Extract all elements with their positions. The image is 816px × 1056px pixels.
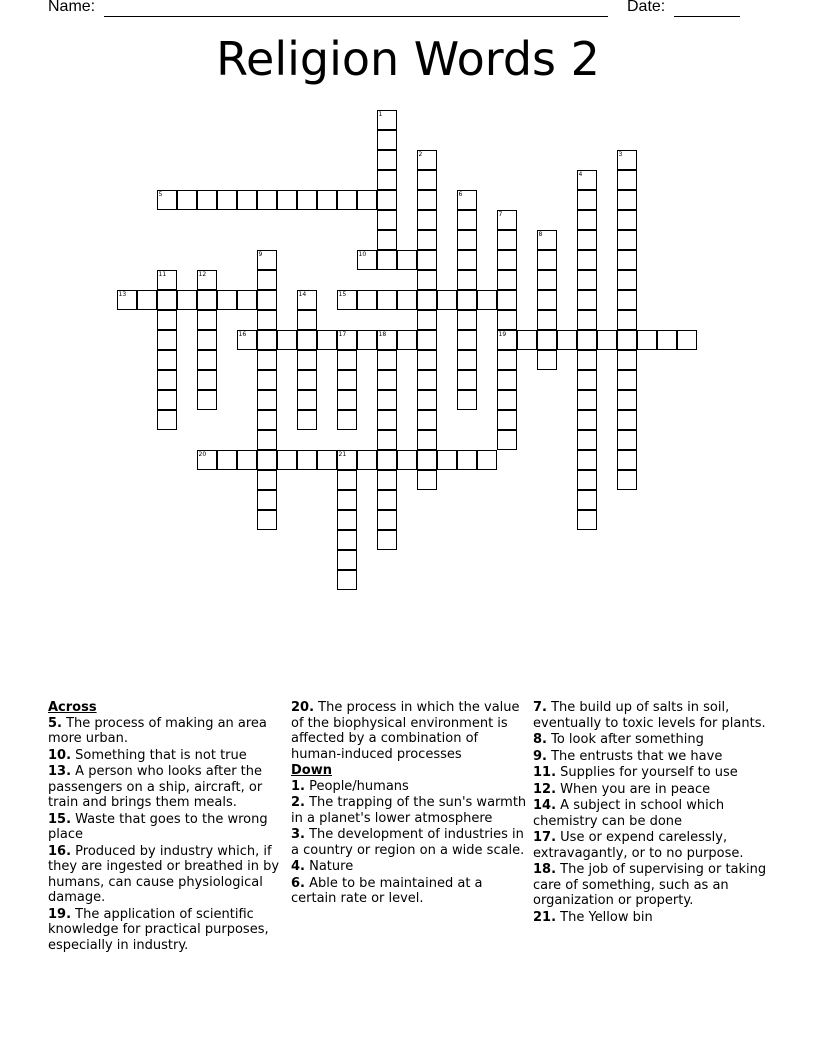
grid-cell[interactable] — [637, 330, 657, 350]
across-clue — [48, 844, 284, 906]
grid-cell[interactable] — [617, 350, 637, 370]
grid-cell[interactable] — [577, 250, 597, 270]
grid-cell[interactable] — [457, 250, 477, 270]
grid-cell[interactable] — [117, 290, 137, 310]
down-clue — [291, 827, 527, 858]
grid-cell[interactable] — [417, 330, 437, 350]
grid-cell[interactable] — [357, 250, 377, 270]
down-heading: Down — [291, 763, 332, 778]
clue-number: 18 — [378, 330, 387, 338]
clue-number: 8 — [538, 230, 543, 238]
clue-number: 20 — [198, 450, 207, 458]
grid-cell[interactable] — [617, 370, 637, 390]
grid-cell[interactable] — [617, 270, 637, 290]
grid-cell[interactable] — [337, 490, 357, 510]
grid-cell[interactable] — [457, 390, 477, 410]
clue-text: The process of making an area more urban. — [48, 715, 267, 746]
grid-cell[interactable] — [377, 530, 397, 550]
grid-cell[interactable] — [577, 210, 597, 230]
clue-text: Nature — [304, 859, 354, 874]
clue-text: The build up of salts in soil, eventually to toxic levels for plants. — [533, 700, 766, 731]
grid-cell[interactable] — [617, 450, 637, 470]
grid-cell[interactable] — [297, 190, 317, 210]
grid-cell[interactable] — [417, 410, 437, 430]
crossword-grid — [117, 110, 717, 610]
grid-cell[interactable] — [377, 210, 397, 230]
grid-cell[interactable] — [417, 190, 437, 210]
clues-column-3 — [533, 700, 769, 926]
grid-cell[interactable] — [417, 310, 437, 330]
grid-cell[interactable] — [377, 430, 397, 450]
grid-cell[interactable] — [497, 390, 517, 410]
grid-cell[interactable] — [397, 250, 417, 270]
grid-cell[interactable] — [337, 470, 357, 490]
clue-number: 2. — [291, 795, 305, 810]
clue-text: People/humans — [304, 778, 409, 794]
clue-text: Produced by industry which, if they are ingested or breathed in by humans, can cause physiological damage. — [48, 843, 280, 905]
clue-number: 1 — [378, 110, 383, 118]
clue-number: 3. — [291, 827, 305, 842]
clue-number: 16 — [238, 330, 247, 338]
grid-cell[interactable] — [217, 450, 237, 470]
clue-number: 19. — [48, 906, 72, 922]
grid-cell[interactable] — [197, 270, 217, 290]
grid-cell[interactable] — [357, 450, 377, 470]
down-clue — [533, 782, 769, 798]
grid-cell[interactable] — [397, 330, 417, 350]
clues-column-2 — [291, 700, 527, 908]
grid-cell[interactable] — [537, 270, 557, 290]
across-clue — [48, 764, 284, 811]
grid-cell[interactable] — [157, 330, 177, 350]
grid-cell[interactable] — [457, 210, 477, 230]
clue-number: 5. — [48, 715, 62, 731]
clue-number: 17 — [338, 330, 347, 338]
page-title: Religion Words 2 — [216, 32, 600, 86]
grid-cell[interactable] — [577, 490, 597, 510]
clue-text: Supplies for yourself to use — [556, 765, 738, 780]
clue-number: 7. — [533, 700, 547, 715]
grid-cell[interactable] — [297, 370, 317, 390]
grid-cell[interactable] — [417, 450, 437, 470]
grid-cell[interactable] — [337, 570, 357, 590]
grid-cell[interactable] — [457, 450, 477, 470]
grid-cell[interactable] — [277, 330, 297, 350]
clue-text: Something that is not true — [71, 747, 247, 763]
grid-cell[interactable] — [577, 510, 597, 530]
grid-cell[interactable] — [537, 230, 557, 250]
grid-cell[interactable] — [197, 390, 217, 410]
grid-cell[interactable] — [197, 190, 217, 210]
grid-cell[interactable] — [457, 350, 477, 370]
clue-number: 5 — [158, 190, 163, 198]
grid-cell[interactable] — [257, 430, 277, 450]
grid-cell[interactable] — [377, 170, 397, 190]
clue-number: 10. — [48, 747, 72, 763]
across-clue — [48, 907, 284, 954]
grid-cell[interactable] — [457, 230, 477, 250]
grid-cell[interactable] — [377, 290, 397, 310]
grid-cell[interactable] — [377, 350, 397, 370]
clues-column-1 — [48, 700, 284, 954]
grid-cell[interactable] — [677, 330, 697, 350]
grid-cell[interactable] — [317, 190, 337, 210]
grid-cell[interactable] — [257, 330, 277, 350]
grid-cell[interactable] — [617, 210, 637, 230]
grid-cell[interactable] — [237, 190, 257, 210]
grid-cell[interactable] — [337, 350, 357, 370]
grid-cell[interactable] — [377, 390, 397, 410]
grid-cell[interactable] — [577, 450, 597, 470]
clue-number: 1. — [291, 778, 305, 794]
grid-cell[interactable] — [237, 330, 257, 350]
grid-cell[interactable] — [257, 250, 277, 270]
grid-cell[interactable] — [377, 410, 397, 430]
grid-cell[interactable] — [577, 170, 597, 190]
grid-cell[interactable] — [377, 130, 397, 150]
grid-cell[interactable] — [297, 350, 317, 370]
grid-cell[interactable] — [497, 370, 517, 390]
down-clue — [291, 859, 527, 875]
clue-number: 15 — [338, 290, 347, 298]
grid-cell[interactable] — [457, 190, 477, 210]
across-clue — [48, 812, 284, 843]
clue-text: When you are in peace — [556, 781, 711, 797]
grid-cell[interactable] — [257, 410, 277, 430]
down-clue — [291, 876, 527, 907]
grid-cell[interactable] — [317, 450, 337, 470]
grid-cell[interactable] — [617, 470, 637, 490]
down-clue — [533, 862, 769, 909]
grid-cell[interactable] — [197, 450, 217, 470]
grid-cell[interactable] — [497, 350, 517, 370]
grid-cell[interactable] — [577, 430, 597, 450]
grid-cell[interactable] — [457, 330, 477, 350]
grid-cell[interactable] — [357, 190, 377, 210]
grid-cell[interactable] — [437, 290, 457, 310]
grid-cell[interactable] — [337, 370, 357, 390]
grid-cell[interactable] — [377, 490, 397, 510]
across-clue — [48, 748, 284, 764]
grid-cell[interactable] — [317, 330, 337, 350]
clue-number: 3 — [618, 150, 623, 158]
clue-number: 12 — [198, 270, 207, 278]
grid-cell[interactable] — [417, 230, 437, 250]
grid-cell[interactable] — [337, 530, 357, 550]
down-clue — [533, 830, 769, 861]
down-clue — [533, 700, 769, 731]
grid-cell[interactable] — [337, 450, 357, 470]
grid-cell[interactable] — [297, 330, 317, 350]
down-clue — [533, 732, 769, 748]
clue-number: 17. — [533, 830, 557, 845]
down-clue — [533, 910, 769, 926]
clue-text: Use or expend carelessly, extravagantly, or to no purpose. — [533, 830, 744, 861]
clue-number: 9. — [533, 748, 547, 764]
grid-cell[interactable] — [497, 430, 517, 450]
grid-cell[interactable] — [437, 450, 457, 470]
clue-text: Able to be maintained at a certain rate or level. — [291, 875, 483, 906]
grid-cell[interactable] — [417, 290, 437, 310]
grid-cell[interactable] — [157, 390, 177, 410]
grid-cell[interactable] — [257, 370, 277, 390]
grid-cell[interactable] — [477, 290, 497, 310]
grid-cell[interactable] — [617, 150, 637, 170]
clue-number: 21. — [533, 909, 557, 925]
grid-cell[interactable] — [617, 290, 637, 310]
clue-number: 12. — [533, 781, 557, 797]
grid-cell[interactable] — [577, 410, 597, 430]
date-field[interactable] — [674, 16, 740, 17]
down-clue — [533, 765, 769, 781]
grid-cell[interactable] — [257, 270, 277, 290]
grid-cell[interactable] — [297, 450, 317, 470]
grid-cell[interactable] — [257, 190, 277, 210]
down-clue — [533, 749, 769, 765]
grid-cell[interactable] — [357, 290, 377, 310]
grid-cell[interactable] — [617, 310, 637, 330]
grid-cell[interactable] — [577, 390, 597, 410]
grid-cell[interactable] — [497, 210, 517, 230]
clue-text: Waste that goes to the wrong place — [48, 811, 268, 842]
clue-text: A subject in school which chemistry can be done — [533, 798, 725, 829]
grid-cell[interactable] — [257, 470, 277, 490]
grid-cell[interactable] — [417, 170, 437, 190]
grid-cell[interactable] — [617, 230, 637, 250]
clue-number: 4 — [578, 170, 583, 178]
grid-cell[interactable] — [337, 410, 357, 430]
grid-cell[interactable] — [457, 370, 477, 390]
down-clue — [291, 795, 527, 826]
grid-cell[interactable] — [577, 190, 597, 210]
clue-number: 20. — [291, 700, 315, 715]
grid-cell[interactable] — [457, 310, 477, 330]
down-clue — [291, 779, 527, 795]
clue-number: 8. — [533, 732, 547, 747]
grid-cell[interactable] — [157, 270, 177, 290]
clue-number: 14. — [533, 798, 557, 813]
clue-number: 21 — [338, 450, 347, 458]
grid-cell[interactable] — [537, 250, 557, 270]
grid-cell[interactable] — [157, 290, 177, 310]
clue-number: 11. — [533, 765, 557, 780]
across-clue — [291, 700, 527, 762]
grid-cell[interactable] — [137, 290, 157, 310]
grid-cell[interactable] — [197, 350, 217, 370]
date-label: Date: — [627, 0, 666, 15]
grid-cell[interactable] — [577, 470, 597, 490]
grid-cell[interactable] — [417, 370, 437, 390]
grid-cell[interactable] — [617, 330, 637, 350]
grid-cell[interactable] — [337, 190, 357, 210]
grid-cell[interactable] — [497, 410, 517, 430]
grid-cell[interactable] — [537, 330, 557, 350]
grid-cell[interactable] — [417, 210, 437, 230]
grid-cell[interactable] — [257, 290, 277, 310]
grid-cell[interactable] — [157, 350, 177, 370]
clue-number: 18. — [533, 862, 557, 877]
grid-cell[interactable] — [337, 290, 357, 310]
clue-text: To look after something — [546, 732, 704, 747]
grid-cell[interactable] — [497, 330, 517, 350]
clue-number: 16. — [48, 843, 72, 859]
grid-cell[interactable] — [377, 230, 397, 250]
across-heading: Across — [48, 700, 97, 715]
grid-cell[interactable] — [217, 290, 237, 310]
clue-number: 14 — [298, 290, 307, 298]
grid-cell[interactable] — [617, 410, 637, 430]
grid-cell[interactable] — [337, 390, 357, 410]
grid-cell[interactable] — [537, 350, 557, 370]
grid-cell[interactable] — [377, 370, 397, 390]
grid-cell[interactable] — [357, 330, 377, 350]
grid-cell[interactable] — [497, 250, 517, 270]
grid-cell[interactable] — [197, 290, 217, 310]
clue-number: 4. — [291, 859, 305, 874]
grid-cell[interactable] — [617, 250, 637, 270]
clue-number: 6. — [291, 875, 305, 891]
grid-cell[interactable] — [377, 190, 397, 210]
grid-cell[interactable] — [277, 450, 297, 470]
grid-cell[interactable] — [397, 450, 417, 470]
grid-cell[interactable] — [477, 450, 497, 470]
grid-cell[interactable] — [237, 450, 257, 470]
clue-number: 19 — [498, 330, 507, 338]
grid-cell[interactable] — [297, 310, 317, 330]
grid-cell[interactable] — [377, 150, 397, 170]
clue-number: 13 — [118, 290, 127, 298]
grid-cell[interactable] — [617, 190, 637, 210]
grid-cell[interactable] — [417, 350, 437, 370]
clue-text: The Yellow bin — [556, 909, 653, 925]
grid-cell[interactable] — [157, 190, 177, 210]
grid-cell[interactable] — [417, 270, 437, 290]
grid-cell[interactable] — [537, 290, 557, 310]
grid-cell[interactable] — [577, 310, 597, 330]
grid-cell[interactable] — [517, 330, 537, 350]
worksheet-header — [0, 0, 816, 20]
grid-cell[interactable] — [377, 110, 397, 130]
grid-cell[interactable] — [337, 330, 357, 350]
grid-cell[interactable] — [457, 290, 477, 310]
clue-text: The job of supervising or taking care of something, such as an organization or property. — [533, 862, 767, 908]
grid-cell[interactable] — [337, 510, 357, 530]
clue-number: 6 — [458, 190, 463, 198]
grid-cell[interactable] — [297, 410, 317, 430]
grid-cell[interactable] — [417, 430, 437, 450]
grid-cell[interactable] — [417, 470, 437, 490]
grid-cell[interactable] — [377, 450, 397, 470]
grid-cell[interactable] — [497, 270, 517, 290]
clue-number: 15. — [48, 811, 72, 827]
grid-cell[interactable] — [157, 310, 177, 330]
grid-cell[interactable] — [277, 190, 297, 210]
grid-cell[interactable] — [577, 370, 597, 390]
grid-cell[interactable] — [297, 290, 317, 310]
across-clue — [48, 716, 284, 747]
grid-cell[interactable] — [457, 270, 477, 290]
grid-cell[interactable] — [497, 230, 517, 250]
grid-cell[interactable] — [417, 390, 437, 410]
grid-cell[interactable] — [197, 310, 217, 330]
grid-cell[interactable] — [417, 150, 437, 170]
grid-cell[interactable] — [617, 390, 637, 410]
grid-cell[interactable] — [577, 270, 597, 290]
clue-text: The process in which the value of the biophysical environment is affected by a combination of human-induced processes — [291, 700, 520, 762]
grid-cell[interactable] — [197, 330, 217, 350]
grid-cell[interactable] — [257, 350, 277, 370]
grid-cell[interactable] — [577, 350, 597, 370]
grid-cell[interactable] — [537, 310, 557, 330]
grid-cell[interactable] — [197, 370, 217, 390]
name-field[interactable] — [104, 16, 608, 17]
clue-number: 11 — [158, 270, 167, 278]
grid-cell[interactable] — [377, 330, 397, 350]
clue-text: The entrusts that we have — [546, 748, 723, 764]
clue-number: 2 — [418, 150, 423, 158]
grid-cell[interactable] — [257, 510, 277, 530]
grid-cell[interactable] — [597, 330, 617, 350]
grid-cell[interactable] — [257, 490, 277, 510]
grid-cell[interactable] — [577, 290, 597, 310]
grid-cell[interactable] — [257, 390, 277, 410]
clue-number: 9 — [258, 250, 263, 258]
grid-cell[interactable] — [417, 250, 437, 270]
clue-text: The development of industries in a country or region on a wide scale. — [291, 827, 525, 858]
grid-cell[interactable] — [577, 330, 597, 350]
grid-cell[interactable] — [497, 290, 517, 310]
clue-number: 7 — [498, 210, 503, 218]
clue-text: The application of scientific knowledge for practical purposes, especially in industry. — [48, 906, 269, 953]
grid-cell[interactable] — [237, 290, 257, 310]
grid-cell[interactable] — [217, 190, 237, 210]
grid-cell[interactable] — [177, 190, 197, 210]
grid-cell[interactable] — [377, 250, 397, 270]
grid-cell[interactable] — [377, 470, 397, 490]
grid-cell[interactable] — [617, 430, 637, 450]
grid-cell[interactable] — [177, 290, 197, 310]
grid-cell[interactable] — [297, 390, 317, 410]
grid-cell[interactable] — [577, 230, 597, 250]
clue-number: 13. — [48, 764, 72, 779]
grid-cell[interactable] — [257, 450, 277, 470]
grid-cell[interactable] — [257, 310, 277, 330]
grid-cell[interactable] — [337, 550, 357, 570]
clue-text: A person who looks after the passengers on a ship, aircraft, or train and brings them meals. — [48, 764, 263, 810]
clue-text: The trapping of the sun's warmth in a planet's lower atmosphere — [291, 795, 527, 826]
grid-cell[interactable] — [657, 330, 677, 350]
grid-cell[interactable] — [617, 170, 637, 190]
name-label: Name: — [48, 0, 96, 15]
grid-cell[interactable] — [157, 370, 177, 390]
clue-number: 10 — [358, 250, 367, 258]
down-clue — [533, 798, 769, 829]
grid-cell[interactable] — [157, 410, 177, 430]
grid-cell[interactable] — [557, 330, 577, 350]
grid-cell[interactable] — [377, 510, 397, 530]
grid-cell[interactable] — [497, 310, 517, 330]
grid-cell[interactable] — [397, 290, 417, 310]
